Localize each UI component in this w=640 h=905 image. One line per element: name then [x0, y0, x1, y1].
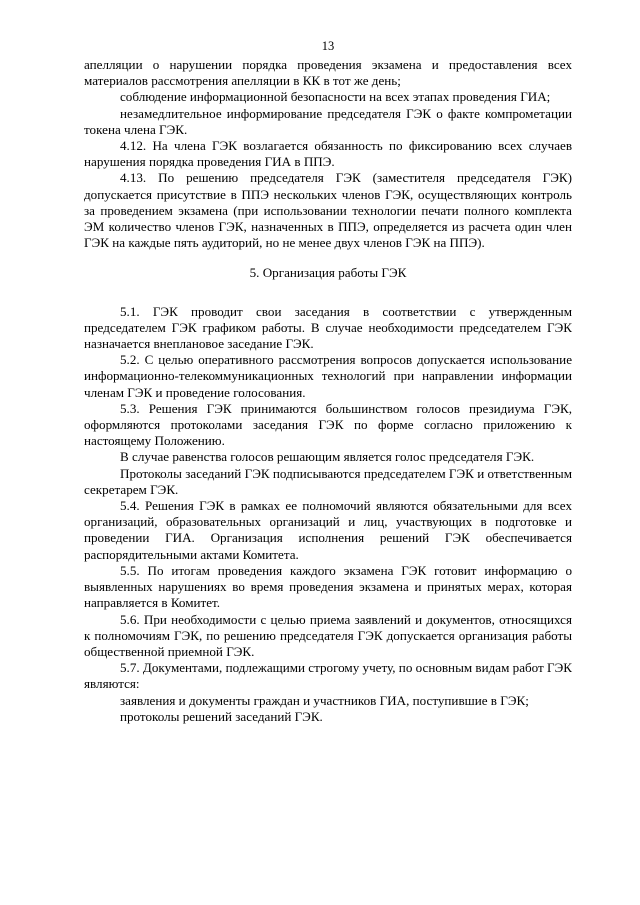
- section-heading: 5. Организация работы ГЭК: [249, 265, 407, 281]
- paragraph: 5.3. Решения ГЭК принимаются большинством голосов президиума ГЭК, оформляются протоколами заседания ГЭК по форме согласно приложению к настоящему Положению.: [84, 400, 572, 449]
- paragraph: протоколы решений заседаний ГЭК.: [120, 708, 323, 724]
- page-number: 13: [321, 39, 335, 53]
- paragraph: 5.1. ГЭК проводит свои заседания в соответствии с утвержденным председателем ГЭК графиком работы. В случае необходимости председателем ГЭК назначается внеплановое заседание ГЭК.: [84, 303, 572, 352]
- bottom-paragraphs: [84, 304, 572, 725]
- document-page: [84, 38, 572, 725]
- paragraph: 5.6. При необходимости с целью приема заявлений и документов, относящихся к полномочиям ГЭК, по решению председателя ГЭК допускается организация работы общественной приемной ГЭК.: [84, 611, 572, 659]
- paragraph: 4.12. На члена ГЭК возлагается обязанность по фиксированию всех случаев нарушения порядка проведения ГИА в ППЭ.: [84, 138, 572, 170]
- paragraph: 5.5. По итогам проведения каждого экзамена ГЭК готовит информацию о выявленных нарушениях во время проведения экзамена и принятых мерах, которая направляется в Комитет.: [84, 562, 572, 611]
- paragraph: апелляции о нарушении порядка проведения экзамена и предоставления всех материалов рассмотрения апелляции в КК в тот же день;: [84, 57, 572, 89]
- paragraph: 5.2. С целью оперативного рассмотрения вопросов допускается использование информационно-телекоммуникационных технологий при направлении информации членам ГЭК и проведение голосования.: [84, 352, 572, 400]
- top-paragraphs: [84, 57, 572, 251]
- paragraph: 4.13. По решению председателя ГЭК (заместителя председателя ГЭК) допускается присутствие в ППЭ нескольких членов ГЭК, осуществляющих контроль за проведением экзамена (при использовании технологии печати полного комплекта ЭМ количество членов ГЭК, назначенных в ППЭ, определяется из расчета один член ГЭК на каждые пять аудиторий, но не менее двух членов ГЭК на ППЭ).: [84, 170, 572, 251]
- paragraph: 5.4. Решения ГЭК в рамках ее полномочий являются обязательными для всех организаций, образовательных организаций и лиц, участвующих в подготовке и проведении ГИА. Организация исполнения решений ГЭК обеспечивается распорядительными актами Комитета.: [84, 498, 572, 562]
- paragraph: незамедлительное информирование председателя ГЭК о факте компрометации токена члена ГЭК.: [84, 105, 572, 137]
- paragraph: заявления и документы граждан и участников ГИА, поступившие в ГЭК;: [120, 692, 529, 708]
- paragraph: 5.7. Документами, подлежащими строгому учету, по основным видам работ ГЭК являются:: [84, 660, 572, 692]
- paragraph: В случае равенства голосов решающим является голос председателя ГЭК.: [120, 449, 535, 465]
- paragraph: соблюдение информационной безопасности на всех этапах проведения ГИА;: [120, 89, 551, 105]
- paragraph: Протоколы заседаний ГЭК подписываются председателем ГЭК и ответственным секретарем ГЭК.: [84, 465, 572, 497]
